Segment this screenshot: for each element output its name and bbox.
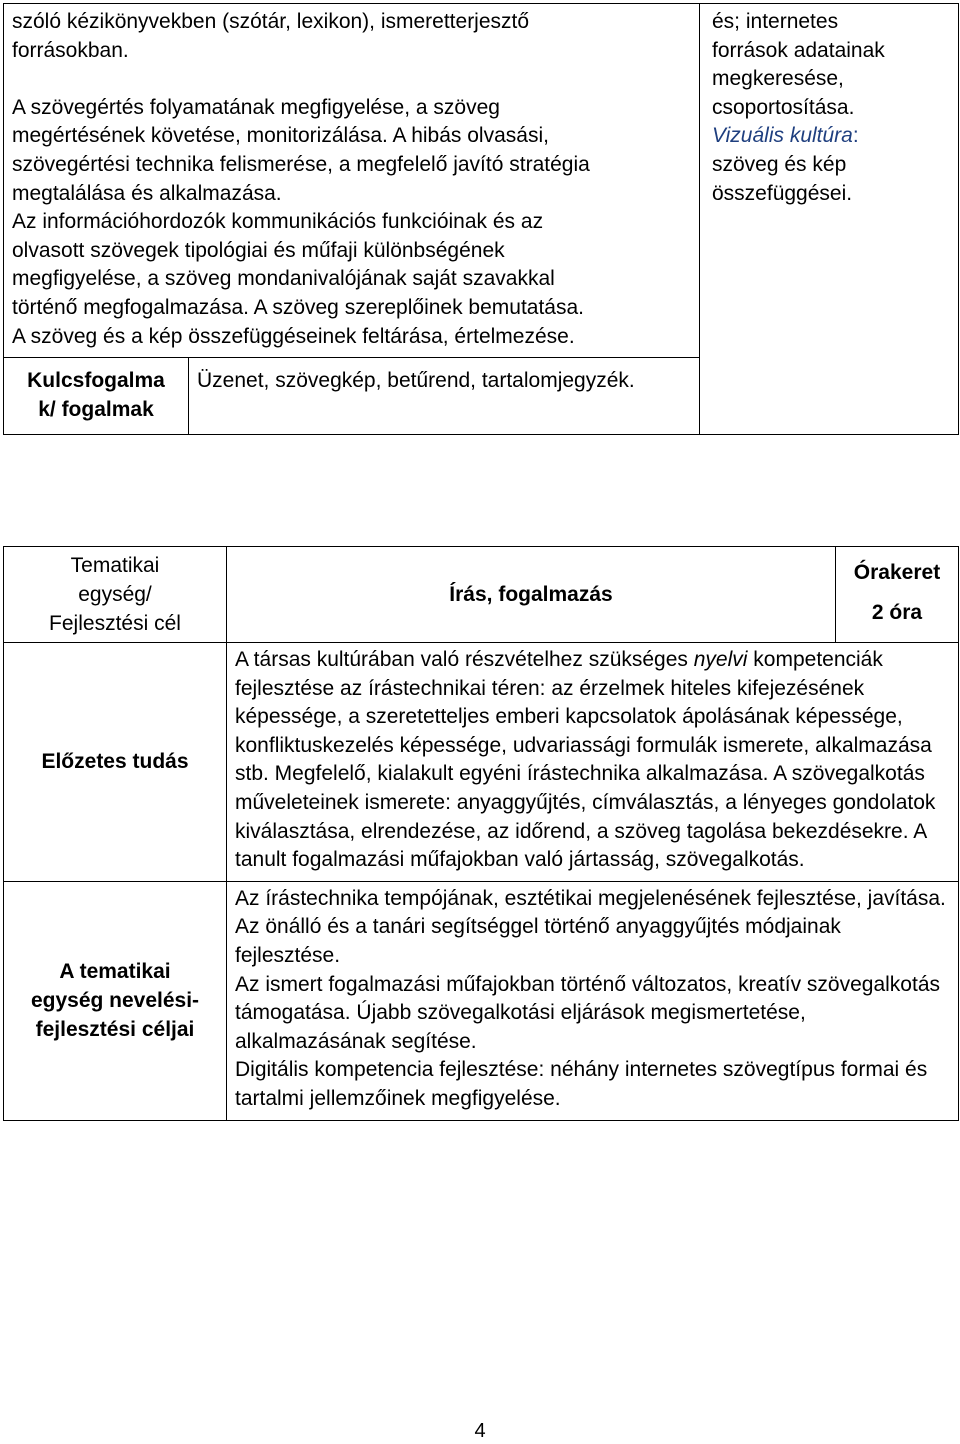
- hours-label: Órakeret: [853, 561, 941, 584]
- text-line: történő megfogalmazása. A szöveg szereplőinek bemutatása.: [12, 295, 585, 319]
- curriculum-table-continued: [3, 3, 959, 435]
- subject-link-line: [712, 122, 950, 151]
- table-row: [4, 643, 959, 882]
- development-content-cell: [4, 4, 700, 358]
- hours-value: 2 óra: [871, 601, 923, 624]
- text-line: megkeresése,: [712, 67, 844, 91]
- thematic-unit-label: [4, 547, 227, 643]
- text-line: szövegértési technika felismerése, a megfelelő javító stratégia: [12, 152, 590, 176]
- goal-paragraph: Az írástechnika tempójának, esztétikai megjelenésének fejlesztése, javítása. Az önálló és a tanári segítséggel történő anyaggyűjtés módjainak fejlesztése.: [235, 886, 946, 967]
- text-line: és; internetes: [712, 10, 839, 33]
- label-line: egység/: [78, 583, 152, 606]
- key-concepts-label: [4, 358, 189, 435]
- label-line: Kulcsfogalma: [27, 369, 165, 393]
- content-text: kompetenciák fejlesztése az írástechnikai téren: az érzelmek hiteles kifejezésének képessége, a szeretetteljes emberi kapcsolatok ápolásának képessége, konfliktuskezelés képessége, udvariassági formulák ismerete, alkalmazása stb. Megfelelő, kialakult egyéni írástechnika alkalmazása. A szövegalkotás műveleteinek ismerete: anyaggyűjtés, címválasztás, a lényeges gondolatok kiválasztása, elrendezése, az időrend, a szöveg tagolása bekezdésekre. A tanult fogalmazási műfajokban való jártasság, szövegalkotás.: [235, 648, 936, 872]
- key-concepts-value: Üzenet, szövegkép, betűrend, tartalomjegyzék.: [189, 358, 700, 435]
- table-row: [4, 881, 959, 1120]
- text-line: összefüggései.: [712, 181, 853, 205]
- goal-paragraph: Digitális kompetencia fejlesztése: néhány internetes szövegtípus formai és tartalmi jellemzőinek megfigyelése.: [235, 1058, 928, 1110]
- curriculum-table: [3, 546, 959, 1121]
- table-row: [4, 4, 959, 358]
- page-number: 4: [474, 1420, 486, 1442]
- text-line: szöveg és kép: [712, 152, 847, 176]
- label-line: A tematikai: [59, 960, 171, 984]
- blank-line: [12, 65, 691, 94]
- text-line: olvasott szövegek tipológiai és műfaji különbségének: [12, 238, 505, 262]
- subject-name: Vizuális kultúra: [712, 124, 853, 148]
- label-line: egység nevelési-: [30, 989, 200, 1013]
- text-line: megtalálása és alkalmazása.: [12, 181, 282, 205]
- label-line: Tematikai: [70, 554, 160, 577]
- label-line: fejlesztési céljai: [35, 1018, 195, 1042]
- hours-cell: [836, 547, 959, 643]
- development-goals-content: [227, 881, 959, 1120]
- development-goals-label: [4, 881, 227, 1120]
- unit-title: Írás, fogalmazás: [227, 547, 836, 643]
- text-line: A szöveg és a kép összefüggéseinek feltárása, értelmezése.: [12, 324, 575, 348]
- text-line: megértésének követése, monitorizálása. A hibás olvasási,: [12, 124, 549, 148]
- label-line: Fejlesztési cél: [49, 612, 181, 635]
- text-line: források adatainak: [712, 38, 885, 62]
- connections-cell: [700, 4, 959, 435]
- prior-knowledge-content: [227, 643, 959, 882]
- prior-knowledge-label: Előzetes tudás: [4, 643, 227, 882]
- goal-paragraph: Az ismert fogalmazási műfajokban történő változatos, kreatív szövegalkotás támogatása. Újabb szövegalkotási eljárások megismertetése, alkalmazásának segítése.: [235, 972, 940, 1053]
- subject-colon: :: [852, 124, 859, 148]
- text-line: A szövegértés folyamatának megfigyelése, a szöveg: [12, 95, 500, 119]
- text-line: megfigyelése, a szöveg mondanivalójának saját szavakkal: [12, 267, 555, 291]
- content-italic: nyelvi: [693, 648, 748, 671]
- text-line: Az információhordozók kommunikációs funkcióinak és az: [12, 210, 544, 234]
- content-text: A társas kultúrában való részvételhez szükséges: [235, 648, 694, 671]
- text-line: csoportosítása.: [712, 95, 855, 119]
- table-row: [4, 547, 959, 643]
- text-line: forrásokban.: [12, 38, 129, 62]
- text-line: szóló kézikönyvekben (szótár, lexikon), ismeretterjesztő: [12, 10, 530, 33]
- label-line: k/ fogalmak: [38, 398, 154, 422]
